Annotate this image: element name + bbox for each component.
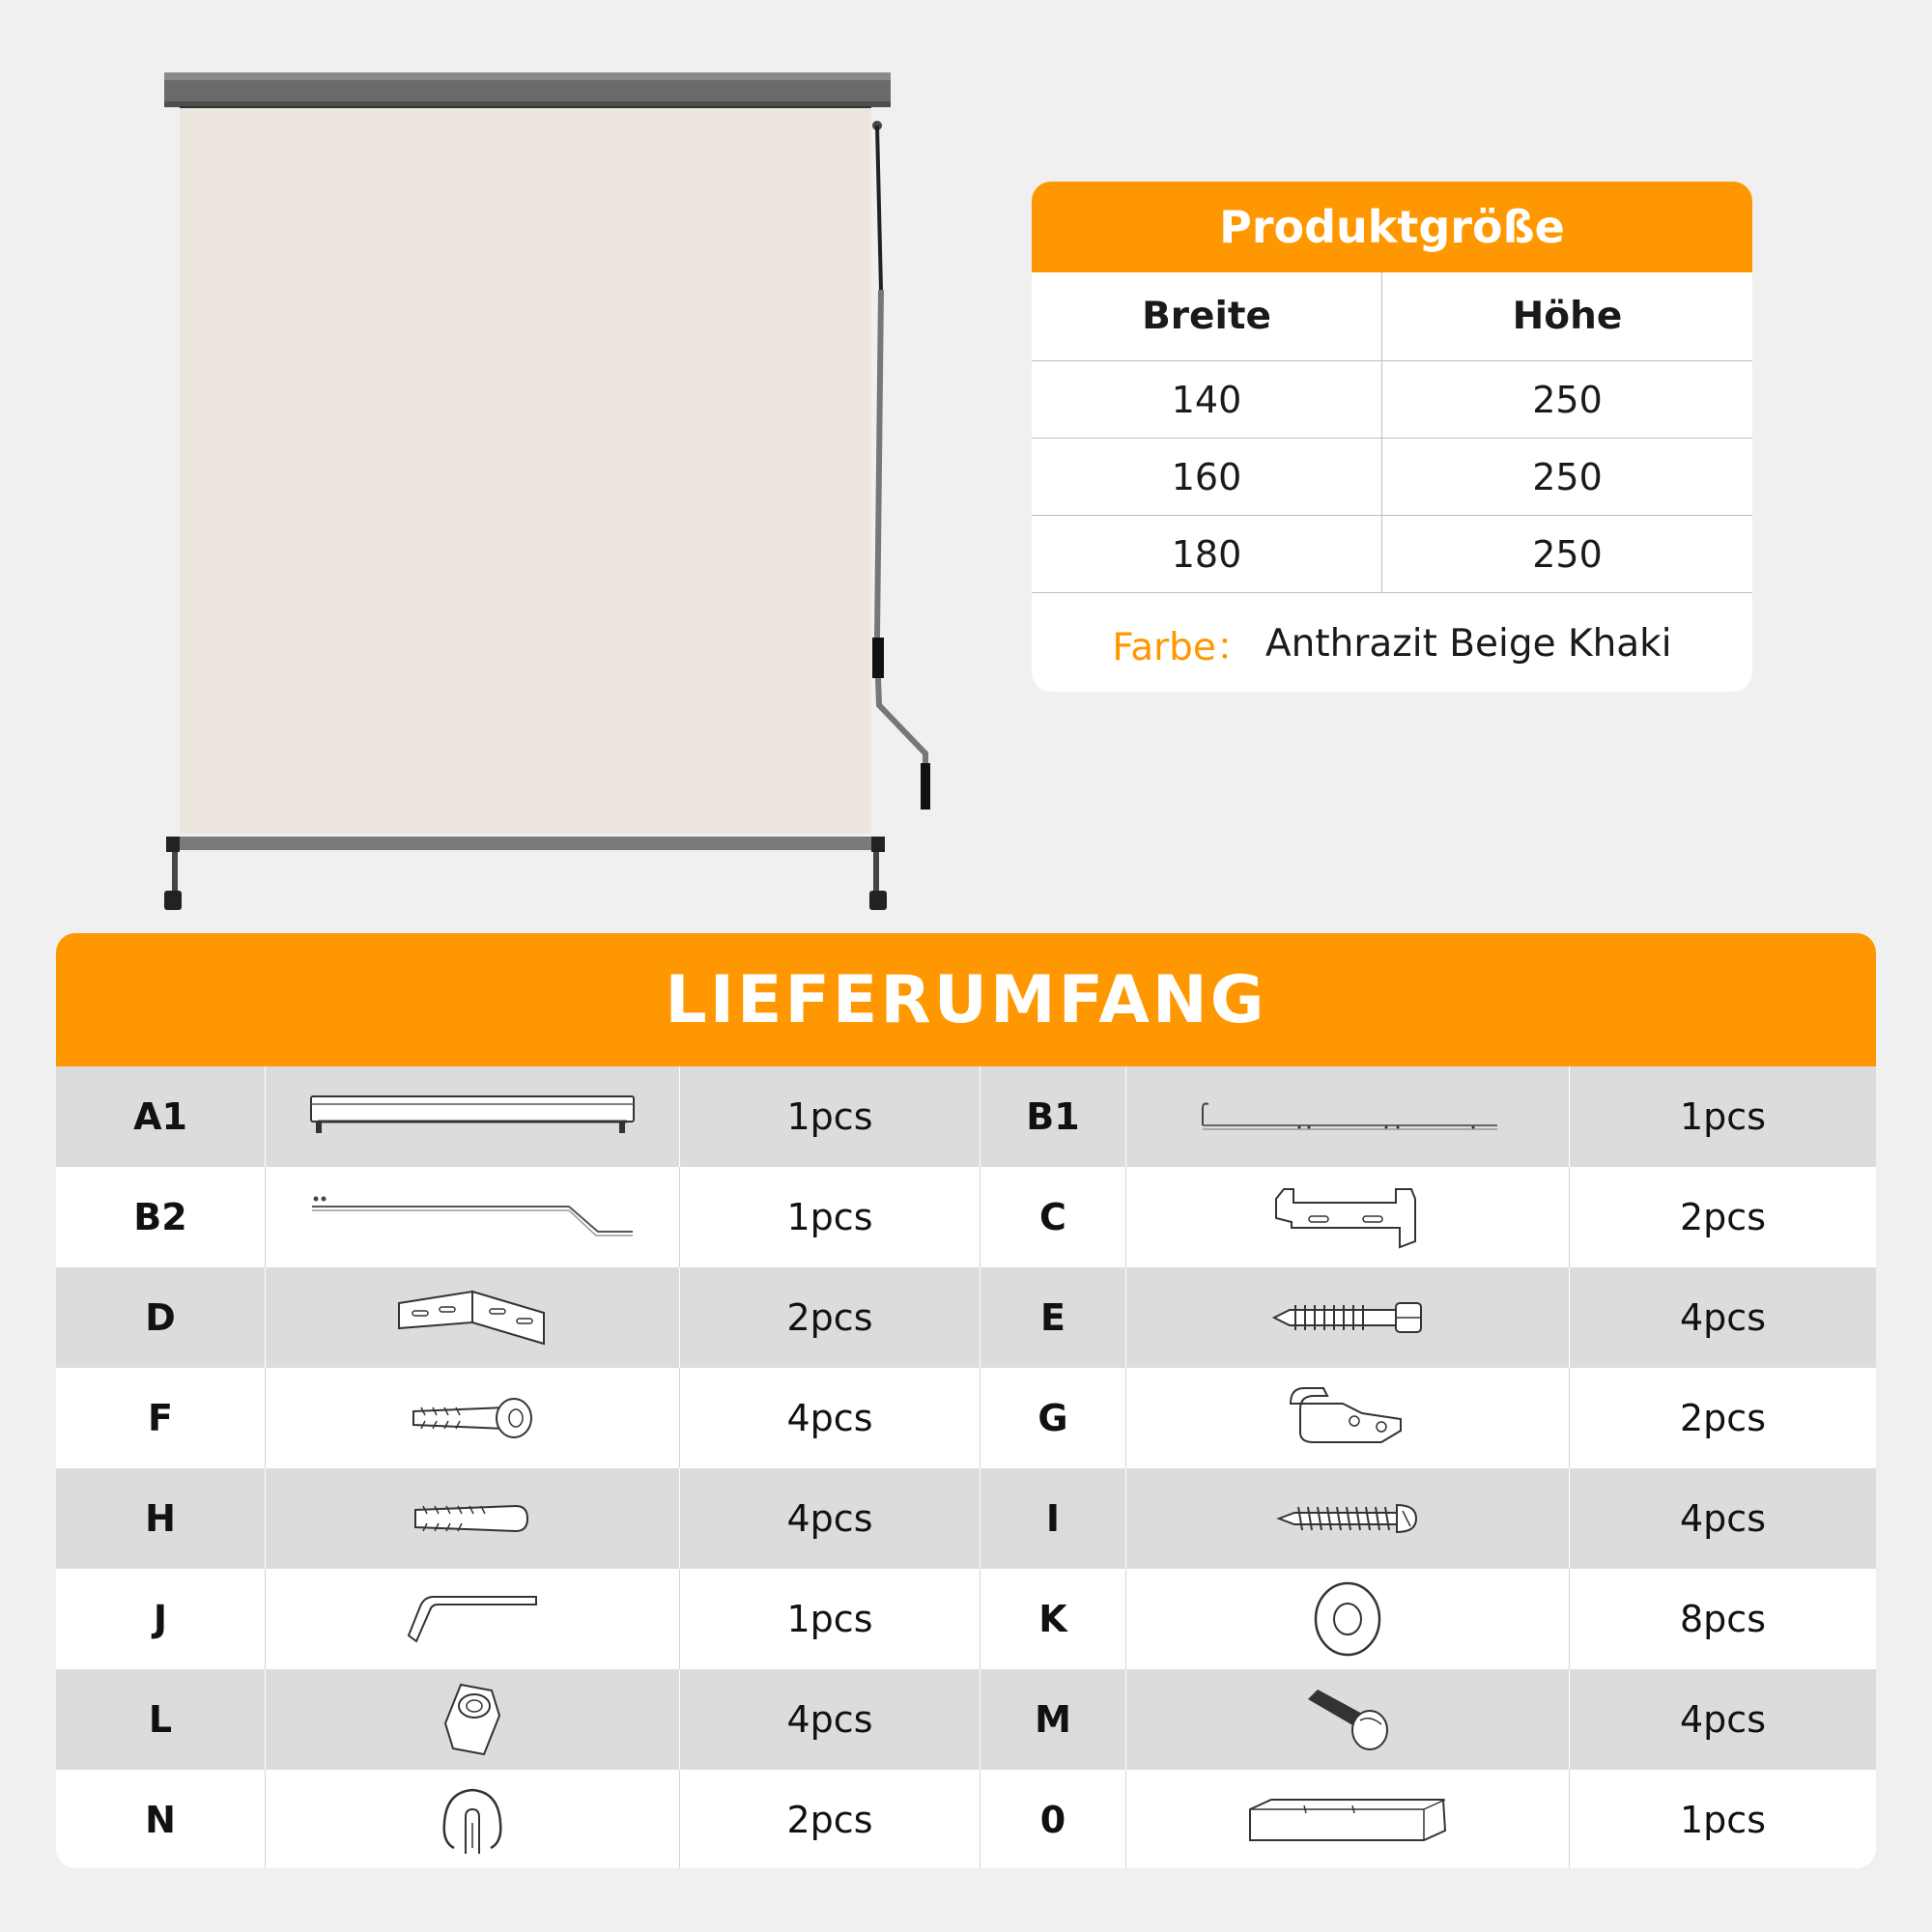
table-row — [56, 1770, 1876, 1868]
part-id: 0 — [980, 1770, 1126, 1868]
part-quantity: 4pcs — [1680, 1296, 1766, 1339]
part-quantity: 4pcs — [680, 1669, 980, 1770]
height-value: 250 — [1532, 532, 1603, 576]
height-value: 250 — [1532, 378, 1603, 421]
table-row — [56, 1669, 1876, 1770]
part-quantity: 4pcs — [680, 1368, 980, 1468]
dowel-icon — [410, 1494, 535, 1543]
size-table-row — [1032, 516, 1752, 593]
cassette-rail-icon — [308, 1093, 637, 1141]
crank-handle-icon — [308, 1193, 637, 1241]
product-size-table — [1032, 182, 1752, 692]
wall-bracket-icon — [1270, 1183, 1425, 1251]
hook-rod-icon — [1193, 1100, 1502, 1133]
part-id: D — [56, 1267, 266, 1368]
table-row — [56, 1066, 1876, 1167]
part-id: I — [980, 1468, 1126, 1569]
table-row — [56, 1569, 1876, 1669]
part-id: G — [980, 1368, 1126, 1468]
contents-title: LIEFERUMFANG — [56, 933, 1876, 1066]
end-cap-icon — [1246, 1798, 1449, 1842]
size-table-row — [1032, 439, 1752, 516]
part-id: B1 — [980, 1066, 1126, 1167]
part-quantity: 1pcs — [1680, 1799, 1766, 1841]
size-table-title: Produktgröße — [1032, 182, 1752, 272]
part-id: A1 — [56, 1066, 266, 1167]
part-id: L — [56, 1669, 266, 1770]
color-values: Anthrazit Beige Khaki — [1264, 622, 1672, 666]
width-value: 180 — [1032, 516, 1382, 592]
table-row — [56, 1468, 1876, 1569]
part-quantity: 4pcs — [1680, 1698, 1766, 1741]
part-quantity: 2pcs — [680, 1770, 980, 1868]
part-id: C — [980, 1167, 1126, 1267]
part-quantity: 4pcs — [680, 1468, 980, 1569]
part-quantity: 4pcs — [1680, 1497, 1766, 1540]
width-value: 160 — [1032, 439, 1382, 515]
color-options — [1032, 593, 1752, 692]
part-quantity: 1pcs — [680, 1066, 980, 1167]
allen-key-icon — [405, 1593, 540, 1645]
size-table-header-row — [1032, 272, 1752, 361]
wood-screw-icon — [1275, 1497, 1420, 1540]
bolt-icon — [1304, 1686, 1391, 1753]
wall-plug-icon — [410, 1394, 535, 1442]
package-contents-table — [56, 933, 1876, 1868]
part-id: E — [980, 1267, 1126, 1368]
angle-bracket-icon — [395, 1284, 550, 1351]
table-row — [56, 1368, 1876, 1468]
part-quantity: 1pcs — [680, 1569, 980, 1669]
spring-clip-icon — [439, 1784, 506, 1856]
height-value: 250 — [1532, 455, 1603, 498]
part-quantity: 1pcs — [1680, 1095, 1766, 1138]
part-id: H — [56, 1468, 266, 1569]
color-label: Farbe： — [1112, 625, 1254, 669]
part-id: M — [980, 1669, 1126, 1770]
size-table-row — [1032, 361, 1752, 439]
width-value: 140 — [1032, 361, 1382, 438]
part-id: J — [56, 1569, 266, 1669]
table-row — [56, 1167, 1876, 1267]
height-column-header: Höhe — [1512, 295, 1623, 338]
part-quantity: 2pcs — [680, 1267, 980, 1368]
table-row — [56, 1267, 1876, 1368]
part-id: K — [980, 1569, 1126, 1669]
washer-icon — [1312, 1580, 1383, 1658]
part-id: N — [56, 1770, 266, 1868]
part-quantity: 2pcs — [1680, 1196, 1766, 1238]
part-quantity: 8pcs — [1680, 1598, 1766, 1640]
width-column-header: Breite — [1032, 272, 1382, 360]
clamp-icon — [1285, 1384, 1410, 1452]
part-id: F — [56, 1368, 266, 1468]
nut-icon — [441, 1681, 503, 1758]
hex-screw-icon — [1270, 1293, 1425, 1342]
roller-blind-illustration — [145, 58, 956, 927]
part-quantity: 2pcs — [1680, 1397, 1766, 1439]
part-id: B2 — [56, 1167, 266, 1267]
part-quantity: 1pcs — [680, 1167, 980, 1267]
